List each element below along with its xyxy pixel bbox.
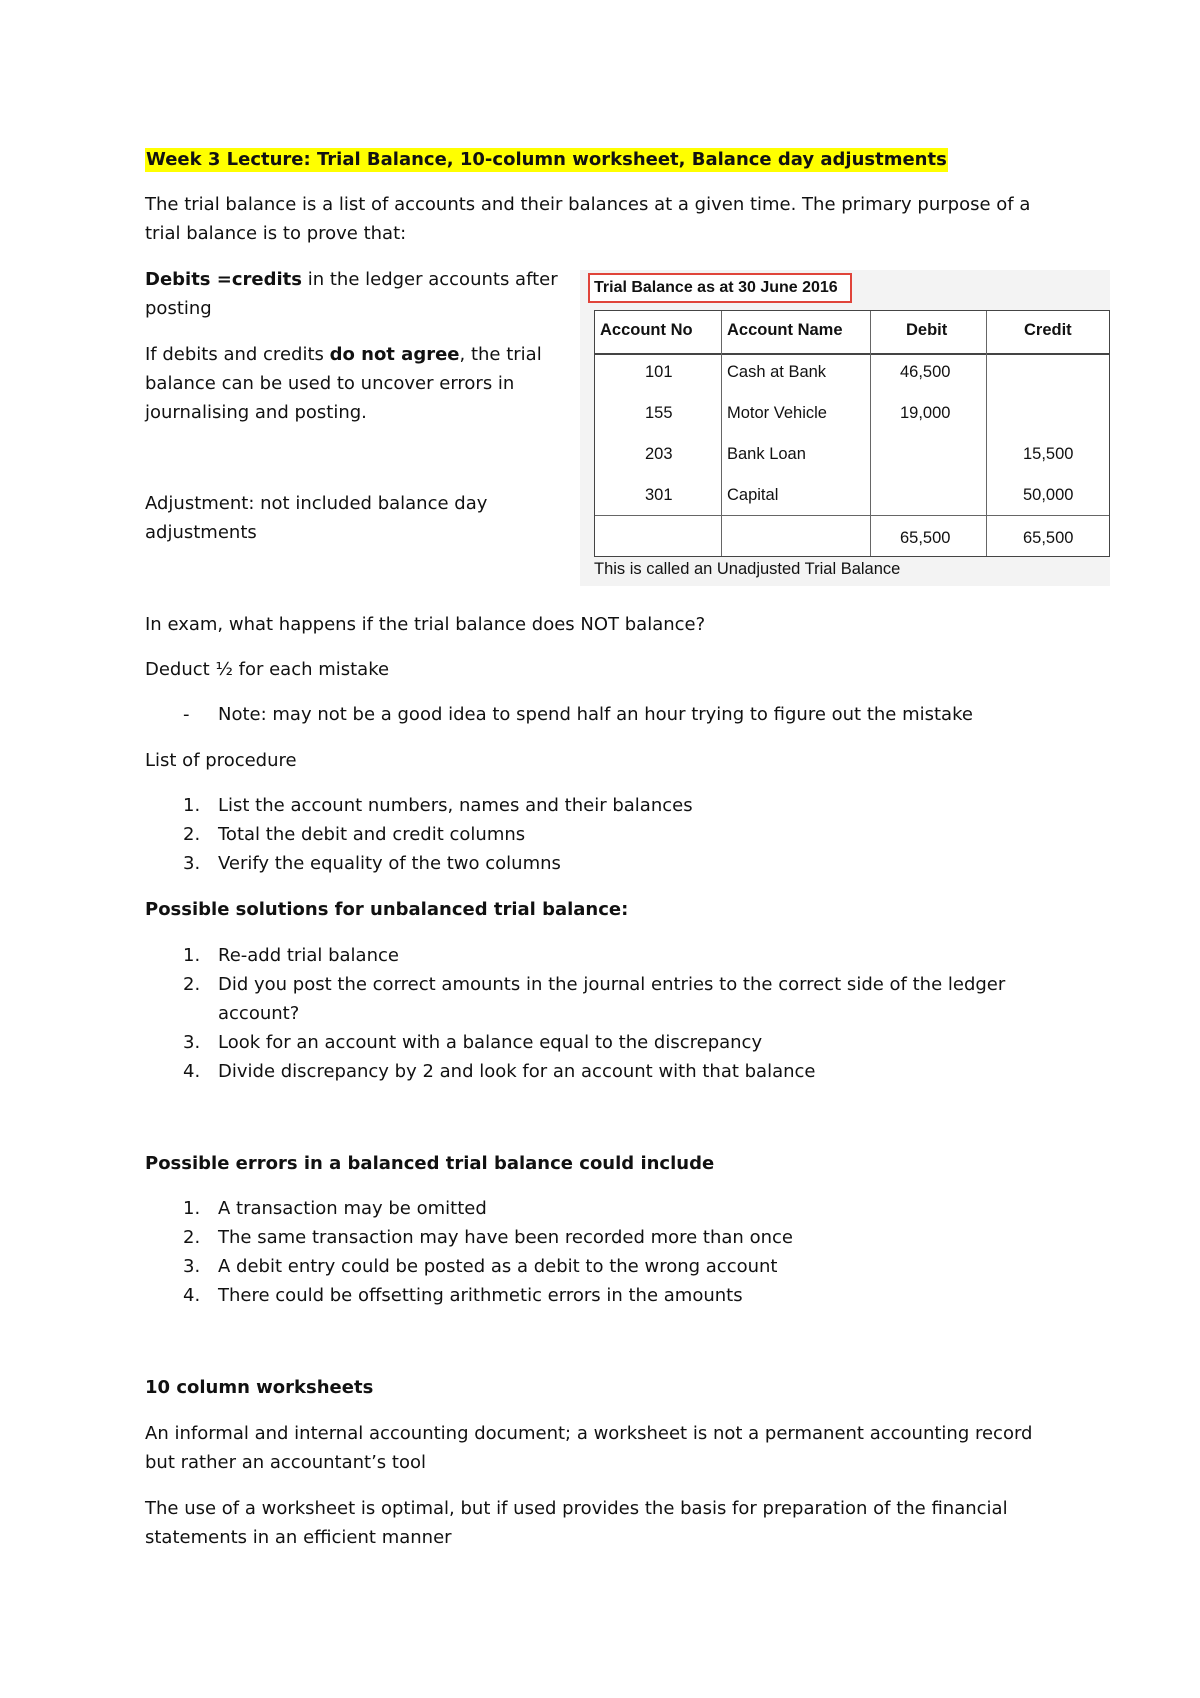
cell-debit: 19,000 bbox=[900, 404, 951, 422]
debits-credits-text: Debits =credits in the ledger accounts after bbox=[145, 269, 558, 290]
trial-balance-caption: This is called an Unadjusted Trial Balance bbox=[594, 560, 901, 578]
list-number: 3. bbox=[183, 1032, 201, 1053]
list-item: List the account numbers, names and their balances bbox=[218, 795, 693, 816]
list-item: Verify the equality of the two columns bbox=[218, 853, 561, 874]
list-number: 3. bbox=[183, 1256, 201, 1277]
list-number: 4. bbox=[183, 1061, 201, 1082]
list-item: Look for an account with a balance equal to the discrepancy bbox=[218, 1032, 763, 1053]
header-rule bbox=[595, 353, 1109, 355]
header-account-no: Account No bbox=[600, 321, 693, 339]
debits-credits-text-2: posting bbox=[145, 298, 212, 319]
list-number: 2. bbox=[183, 974, 201, 995]
worksheets-paragraph-1: An informal and internal accounting document; a worksheet is not a permanent accounting record bbox=[145, 1423, 1033, 1444]
cell-account-name: Motor Vehicle bbox=[727, 404, 827, 422]
list-number: 4. bbox=[183, 1285, 201, 1306]
exam-question: In exam, what happens if the trial balance does NOT balance? bbox=[145, 614, 706, 635]
list-number: 1. bbox=[183, 1198, 201, 1219]
cell-account-name: Bank Loan bbox=[727, 445, 806, 463]
header-account-name: Account Name bbox=[727, 321, 843, 339]
cell-account-name: Cash at Bank bbox=[727, 363, 827, 381]
if-debits-text-2: balance can be used to uncover errors in bbox=[145, 373, 515, 394]
trial-balance-figure bbox=[580, 270, 1110, 586]
cell-credit: 15,500 bbox=[1023, 445, 1074, 463]
column-divider bbox=[721, 311, 722, 556]
deduct-text: Deduct ½ for each mistake bbox=[145, 659, 390, 680]
list-item: Divide discrepancy by 2 and look for an account with that balance bbox=[218, 1061, 816, 1082]
header-credit: Credit bbox=[1024, 321, 1072, 339]
if-debits-text: If debits and credits do not agree, the trial bbox=[145, 344, 542, 365]
worksheets-paragraph-1-line-2: but rather an accountant’s tool bbox=[145, 1452, 426, 1473]
list-item: A transaction may be omitted bbox=[218, 1198, 487, 1219]
list-item: Total the debit and credit columns bbox=[218, 824, 526, 845]
worksheets-title: 10 column worksheets bbox=[145, 1377, 374, 1398]
worksheets-paragraph-2: The use of a worksheet is optimal, but if used provides the basis for preparation of the financial bbox=[145, 1498, 1008, 1519]
list-item: A debit entry could be posted as a debit to the wrong account bbox=[218, 1256, 778, 1277]
list-number: 2. bbox=[183, 824, 201, 845]
cell-account-no: 301 bbox=[645, 486, 673, 504]
list-item: The same transaction may have been recorded more than once bbox=[218, 1227, 793, 1248]
cell-debit: 46,500 bbox=[900, 363, 951, 381]
list-number: 1. bbox=[183, 795, 201, 816]
cell-account-name: Capital bbox=[727, 486, 779, 504]
worksheets-paragraph-2-line-2: statements in an efficient manner bbox=[145, 1527, 452, 1548]
cell-account-no: 203 bbox=[645, 445, 673, 463]
page-title: Week 3 Lecture: Trial Balance, 10-column worksheet, Balance day adjustments bbox=[146, 149, 947, 170]
list-number: 2. bbox=[183, 1227, 201, 1248]
intro-line-2: trial balance is to prove that: bbox=[145, 223, 407, 244]
column-divider bbox=[870, 311, 871, 556]
cell-account-no: 101 bbox=[645, 363, 673, 381]
cell-credit: 50,000 bbox=[1023, 486, 1074, 504]
header-debit: Debit bbox=[906, 321, 948, 339]
list-item-continued: account? bbox=[218, 1003, 300, 1024]
trial-balance-table bbox=[594, 310, 1110, 557]
bullet-marker: - bbox=[183, 704, 190, 725]
totals-rule bbox=[595, 515, 1109, 516]
list-item: Re-add trial balance bbox=[218, 945, 399, 966]
total-credit: 65,500 bbox=[1023, 529, 1074, 547]
list-number: 3. bbox=[183, 853, 201, 874]
total-debit: 65,500 bbox=[900, 529, 951, 547]
list-number: 1. bbox=[183, 945, 201, 966]
errors-title: Possible errors in a balanced trial balance could include bbox=[145, 1153, 715, 1174]
if-debits-text-3: journalising and posting. bbox=[145, 402, 367, 423]
adjustment-text: Adjustment: not included balance day bbox=[145, 493, 488, 514]
column-divider bbox=[986, 311, 987, 556]
adjustment-text-2: adjustments bbox=[145, 522, 257, 543]
cell-account-no: 155 bbox=[645, 404, 673, 422]
note-text: Note: may not be a good idea to spend half an hour trying to figure out the mistake bbox=[218, 704, 973, 725]
trial-balance-title: Trial Balance as at 30 June 2016 bbox=[594, 279, 838, 296]
procedure-title: List of procedure bbox=[145, 750, 297, 771]
intro-line-1: The trial balance is a list of accounts and their balances at a given time. The primary purpose of a bbox=[145, 194, 1031, 215]
list-item: There could be offsetting arithmetic errors in the amounts bbox=[218, 1285, 743, 1306]
list-item: Did you post the correct amounts in the journal entries to the correct side of the ledger bbox=[218, 974, 1006, 995]
solutions-title: Possible solutions for unbalanced trial balance: bbox=[145, 899, 629, 920]
